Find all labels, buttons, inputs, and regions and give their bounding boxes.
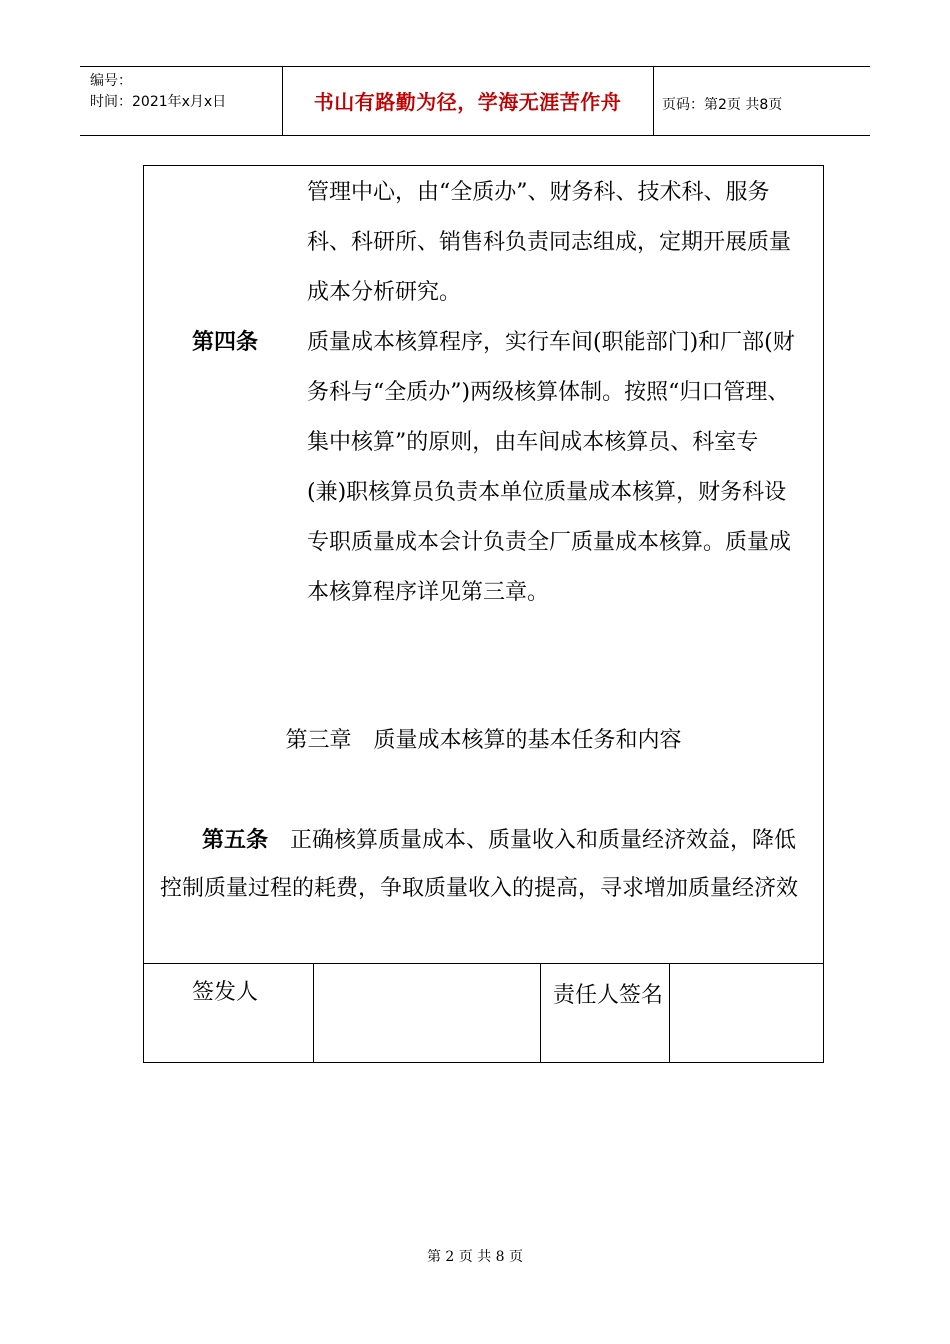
header-motto: 书山有路勤为径，学海无涯苦作舟 xyxy=(313,90,622,114)
article-4-text: 质量成本核算程序，实行车间(职能部门)和厂部(财务科与“全质办”)两级核算体制。按照“归口管理、集中核算”的原则，由车间成本核算员、科室专(兼)职核算员负责本单位质量成本核算，财务科设专职质量成本会计负责全厂质量成本核算。质量成本核算程序详见第三章。 xyxy=(307,330,795,605)
header-bottom-rule xyxy=(80,135,870,136)
signature-row-rule xyxy=(143,963,824,964)
article-5-paragraph xyxy=(160,817,800,913)
serial-label: 编号： xyxy=(90,73,132,89)
signature-col-divider-1 xyxy=(313,963,314,1063)
issuer-label: 签发人 xyxy=(192,980,259,1005)
chapter-heading: 第三章 质量成本核算的基本任务和内容 xyxy=(285,728,682,753)
header-meta xyxy=(90,71,226,113)
continuation-paragraph: 管理中心，由“全质办”、财务科、技术科、服务科、科研所、销售科负责同志组成，定期开展质量成本分析研究。 xyxy=(307,180,792,305)
responsible-signature-label: 责任人签名 xyxy=(553,983,664,1008)
header-page-info: 页码：第2页 共8页 xyxy=(662,97,783,113)
article-5-text: 正确核算质量成本、质量收入和质量经济效益，降低控制质量过程的耗费，争取质量收入的提高，寻求增加质量经济效 xyxy=(160,828,799,901)
signature-col-divider-3 xyxy=(669,963,670,1063)
article-5-label: 第五条 xyxy=(202,828,269,853)
header-divider-right xyxy=(653,66,654,135)
page-footer: 第 2 页 共 8 页 xyxy=(426,1249,524,1265)
signature-col-divider-2 xyxy=(540,963,541,1063)
header-top-rule xyxy=(80,66,870,67)
article-4-label: 第四条 xyxy=(192,330,259,355)
time-label: 时间：2021年x月x日 xyxy=(90,94,227,110)
